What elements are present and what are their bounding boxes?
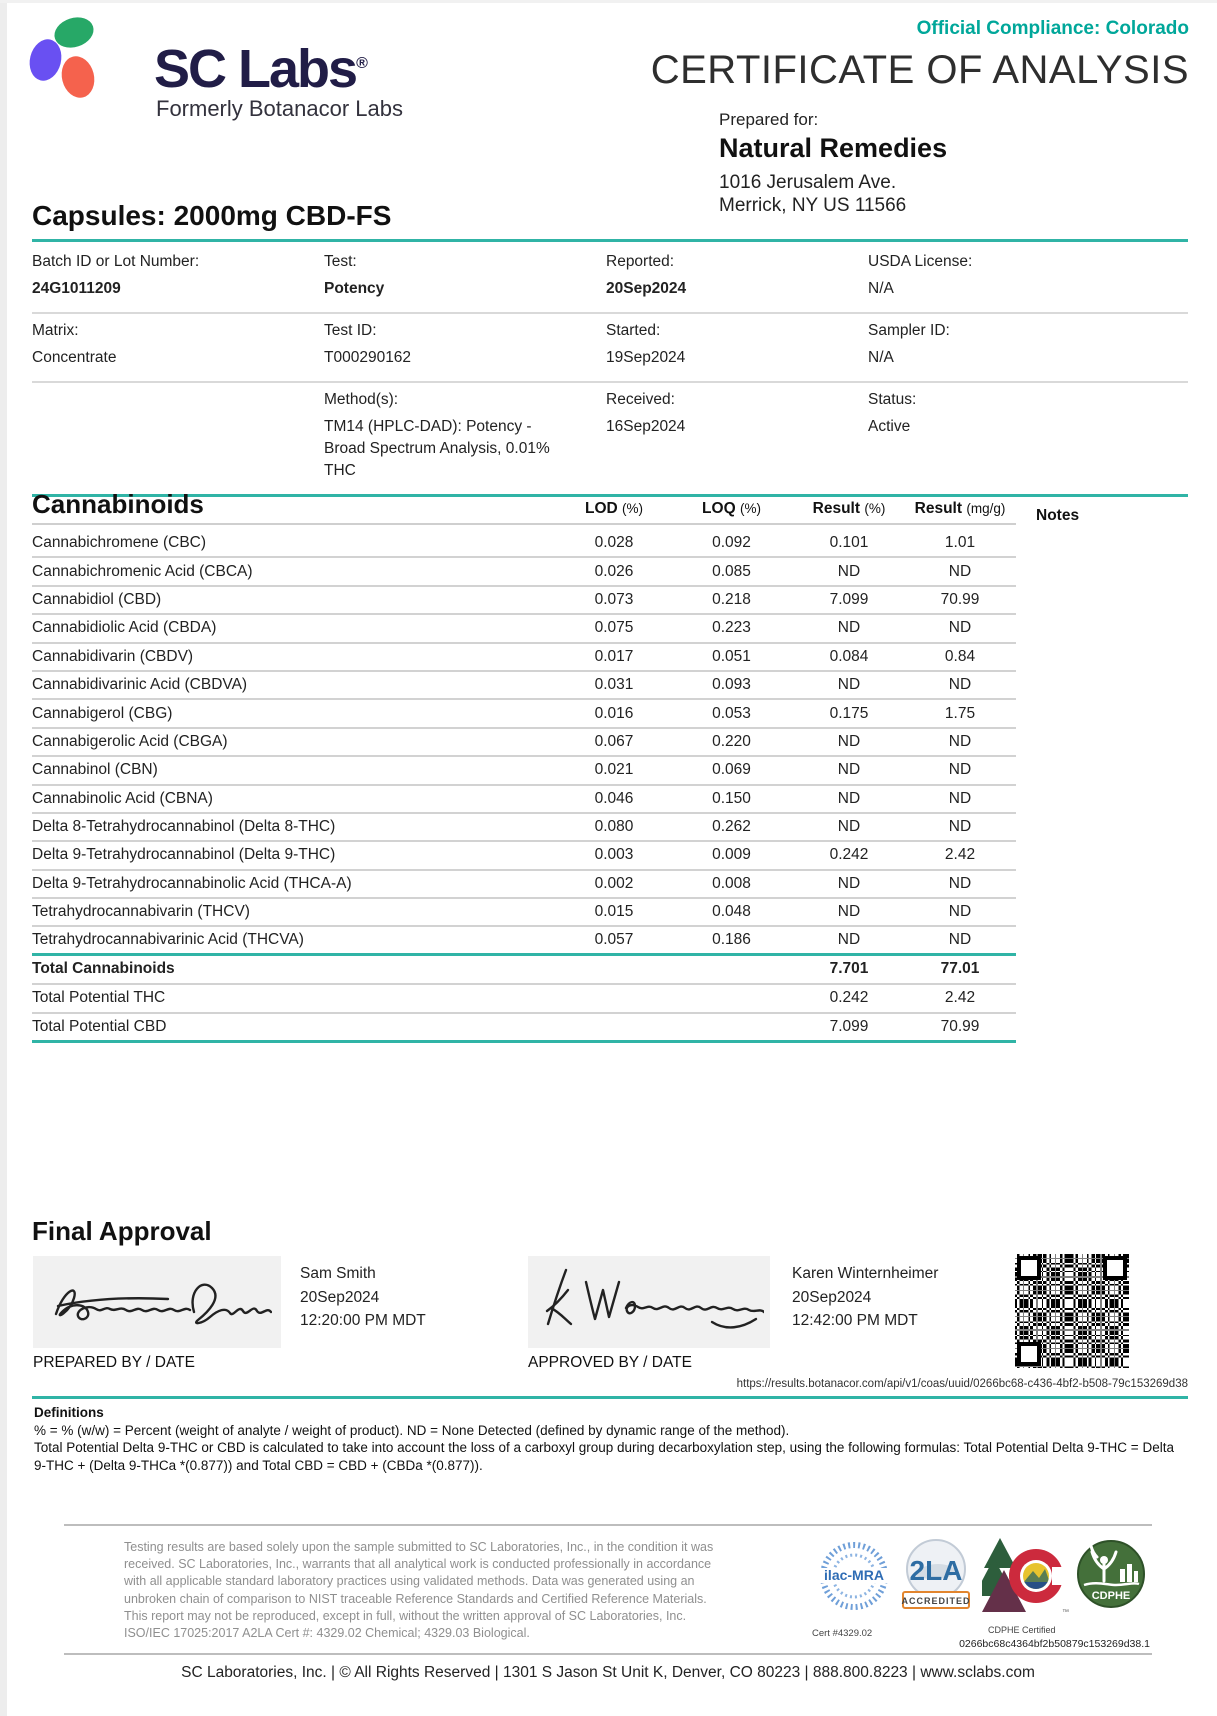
info-row-1 (32, 245, 1188, 314)
cell-lod: 0.016 (594, 704, 634, 722)
col-header-notes: Notes (1036, 507, 1080, 524)
info-received: Received: 16Sep2024 (606, 391, 686, 435)
qr-finder-icon (1017, 1256, 1041, 1280)
disclaimer-line: Testing results are based solely upon the sample submitted to SC Laboratories, Inc., in the condition it was (124, 1540, 714, 1554)
final-approval-heading: Final Approval (32, 1216, 212, 1246)
info-batch-id: Batch ID or Lot Number: 24G1011209 (32, 253, 200, 297)
total-cannabinoids-row: Total Cannabinoids 7.701 77.01 (32, 956, 1016, 985)
sample-title: Capsules: 2000mg CBD-FS (32, 200, 392, 231)
brand-name: SC Labs® (154, 39, 368, 99)
cell-result-mg: ND (948, 676, 972, 694)
cell-result-mg: ND (948, 874, 972, 892)
cell-result-pct: ND (837, 562, 861, 580)
client-name: Natural Remedies (719, 133, 948, 163)
cell-result-mg: 2.42 (944, 846, 976, 864)
cell-result-pct: ND (837, 818, 861, 836)
approver-date: 20Sep2024 (792, 1288, 872, 1306)
total-potential-thc-row: Total Potential THC 0.242 2.42 (32, 985, 1016, 1014)
cell-result-mg: 1.75 (944, 704, 976, 722)
report-hash: 0266bc68c4364bf2b50879c153269d38.1 (959, 1638, 1150, 1650)
cell-result-pct: 0.175 (829, 704, 869, 722)
cell-result-mg: ND (948, 789, 972, 807)
cell-lod: 0.057 (594, 931, 634, 949)
cell-loq: 0.092 (712, 534, 751, 552)
cell-result-pct: ND (837, 732, 861, 750)
approved-by-label: APPROVED BY / DATE (528, 1354, 692, 1371)
approver-info (792, 1262, 938, 1333)
cell-lod: 0.067 (594, 732, 634, 750)
cell-loq: 0.223 (712, 619, 751, 637)
svg-text:ACCREDITED: ACCREDITED (901, 1596, 971, 1606)
cell-result-pct: ND (837, 903, 861, 921)
info-reported: Reported: 20Sep2024 (606, 253, 687, 297)
cell-loq: 0.085 (712, 562, 751, 580)
cell-analyte-name: Cannabinol (CBN) (32, 761, 158, 779)
cdphe-badge-icon (1076, 1539, 1146, 1609)
table-row (32, 842, 1016, 870)
ilac-mra-badge-icon (818, 1540, 890, 1612)
table-row (32, 927, 1016, 955)
preparer-time: 12:20:00 PM MDT (300, 1312, 426, 1329)
svg-text:CDPHE: CDPHE (1091, 1590, 1131, 1602)
table-row (32, 615, 1016, 643)
cell-result-pct: 0.242 (829, 846, 869, 864)
definitions-section (34, 1404, 1186, 1474)
preparer-date: 20Sep2024 (300, 1288, 380, 1306)
svg-text:ilac-MRA: ilac-MRA (824, 1567, 884, 1583)
client-address-line2: Merrick, NY US 11566 (719, 195, 907, 216)
col-header-lod: LOD (%) (584, 500, 644, 517)
cell-lod: 0.002 (594, 874, 634, 892)
table-row (32, 530, 1016, 558)
table-row (32, 814, 1016, 842)
cell-lod: 0.046 (594, 789, 634, 807)
cannabinoid-rows (32, 530, 1016, 956)
cell-result-mg: 70.99 (940, 590, 980, 608)
cell-analyte-name: Cannabinolic Acid (CBNA) (32, 789, 213, 807)
cell-lod: 0.017 (594, 647, 634, 665)
cell-result-mg: ND (948, 903, 972, 921)
page-edge-left (0, 0, 7, 1716)
table-row (32, 757, 1016, 785)
client-address (719, 171, 947, 217)
cell-analyte-name: Cannabidiol (CBD) (32, 590, 162, 608)
approver-name: Karen Winternheimer (792, 1265, 939, 1282)
cannabinoids-table-header (32, 490, 1016, 525)
approver-signature (534, 1262, 764, 1342)
cell-loq: 0.218 (712, 590, 751, 608)
cell-loq: 0.009 (712, 846, 751, 864)
approved-signature-box (528, 1256, 770, 1348)
cell-lod: 0.075 (594, 619, 634, 637)
cell-result-pct: 0.101 (829, 534, 869, 552)
cell-lod: 0.080 (594, 818, 634, 836)
cell-result-pct: ND (837, 761, 861, 779)
definitions-heading: Definitions (34, 1405, 104, 1420)
cell-loq: 0.069 (712, 761, 751, 779)
preparer-name: Sam Smith (300, 1265, 376, 1282)
brand-logo (30, 16, 410, 121)
table-row (32, 729, 1016, 757)
disclaimer-line: received. SC Laboratories, Inc., warrants that all analytical work is conducted professionally in accordance (124, 1557, 712, 1572)
brand-tagline: Formerly Botanacor Labs (156, 96, 403, 121)
disclaimer-line: with all applicable standard laboratory practices using validated methods. Data was generated using an (124, 1574, 695, 1589)
cell-result-mg: ND (948, 818, 972, 836)
cell-result-pct: 7.099 (829, 590, 869, 608)
definitions-line1: % = % (w/w) = Percent (weight of analyte / weight of product). ND = None Detected (defined by dynamic range of the method). (34, 1422, 790, 1438)
table-row (32, 587, 1016, 615)
col-header-result-mg: Result (mg/g) (914, 500, 1006, 517)
cell-result-mg: ND (948, 931, 972, 949)
cell-analyte-name: Cannabidivarin (CBDV) (32, 647, 194, 665)
cell-result-pct: ND (837, 931, 861, 949)
preparer-signature (42, 1262, 272, 1342)
approver-time: 12:42:00 PM MDT (792, 1312, 918, 1329)
cell-lod: 0.021 (594, 761, 634, 779)
cell-lod: 0.026 (594, 562, 634, 580)
cell-result-pct: ND (837, 874, 861, 892)
definitions-line2: Total Potential Delta 9-THC or CBD is calculated to take into account the loss of a carboxyl group during decarboxylation step, using the following formulas: Total Potential Delta 9-THC = Delta 9-THC + (Delta 9-THCa *(0.877)) and Total CBD = CBD + (CBDa *(0.877)). (34, 1440, 1174, 1473)
page-title: CERTIFICATE OF ANALYSIS (650, 48, 1189, 92)
cell-result-mg: ND (948, 562, 972, 580)
info-test-id: Test ID: T000290162 (324, 322, 412, 366)
cell-analyte-name: Cannabigerolic Acid (CBGA) (32, 732, 228, 750)
disclaimer-line: unbroken chain of comparison to NIST traceable Reference Standards and Certified Reference Materials. (124, 1591, 707, 1606)
svg-text:2LA: 2LA (909, 1555, 963, 1586)
info-sampler-id: Sampler ID: N/A (868, 322, 950, 366)
cell-result-mg: ND (948, 619, 972, 637)
cell-loq: 0.093 (712, 676, 751, 694)
logo-oval-coral (57, 53, 98, 101)
info-row-2 (32, 314, 1188, 383)
preparer-info (300, 1262, 426, 1333)
info-methods: Method(s): TM14 (HPLC-DAD): Potency - Broad Spectrum Analysis, 0.01% THC (324, 391, 550, 479)
cell-analyte-name: Delta 8-Tetrahydrocannabinol (Delta 8-THC) (32, 818, 336, 836)
table-row (32, 558, 1016, 586)
cell-lod: 0.003 (594, 846, 634, 864)
prepared-for-block (719, 110, 947, 217)
info-usda-license: USDA License: N/A (868, 253, 973, 297)
divider-teal-top (32, 239, 1188, 242)
disclaimer-line: ISO/IEC 17025:2017 A2LA Cert #: 4329.02 Chemical; 4329.03 Biological. (124, 1626, 530, 1641)
registered-mark: ® (356, 55, 368, 72)
sclabs-logo-icon (30, 18, 126, 102)
sample-info-grid (32, 245, 1188, 497)
cell-loq: 0.008 (712, 874, 751, 892)
cert-number: Cert #4329.02 (812, 1628, 873, 1639)
cell-analyte-name: Tetrahydrocannabivarinic Acid (THCVA) (32, 931, 304, 949)
report-header (629, 18, 1189, 93)
table-row (32, 786, 1016, 814)
cell-loq: 0.186 (712, 931, 751, 949)
cell-analyte-name: Cannabidiolic Acid (CBDA) (32, 619, 217, 637)
info-status: Status: Active (868, 391, 917, 435)
cell-result-pct: 0.084 (829, 647, 869, 665)
cell-lod: 0.028 (594, 534, 634, 552)
cell-result-mg: ND (948, 732, 972, 750)
cell-loq: 0.220 (712, 732, 751, 750)
qr-code (1015, 1254, 1129, 1368)
cell-loq: 0.150 (712, 789, 751, 807)
info-started: Started: 19Sep2024 (606, 322, 686, 366)
info-test: Test: Potency (324, 253, 385, 297)
divider-teal-bottom (32, 1396, 1188, 1399)
disclaimer-line: This report may not be reproduced, except in full, without the written approval of SC Laboratories, Inc. (124, 1608, 687, 1623)
table-row (32, 672, 1016, 700)
cell-result-pct: ND (837, 676, 861, 694)
total-potential-cbd-row: Total Potential CBD 7.099 70.99 (32, 1014, 1016, 1043)
cell-analyte-name: Cannabichromene (CBC) (32, 534, 207, 552)
table-row (32, 700, 1016, 728)
table-row (32, 644, 1016, 672)
cell-analyte-name: Cannabidivarinic Acid (CBDVA) (32, 676, 248, 694)
cell-loq: 0.051 (712, 647, 751, 665)
qr-finder-icon (1103, 1256, 1127, 1280)
cell-lod: 0.015 (594, 903, 634, 921)
disclaimer-text (124, 1539, 814, 1642)
cell-result-mg: 0.84 (944, 647, 976, 665)
svg-text:™: ™ (1062, 1609, 1069, 1616)
cell-analyte-name: Tetrahydrocannabivarin (THCV) (32, 903, 250, 921)
col-header-loq: LOQ (%) (702, 500, 761, 517)
cell-result-mg: 1.01 (944, 534, 976, 552)
prepared-signature-box (33, 1256, 281, 1348)
disclaimer-section (64, 1524, 1152, 1655)
cell-loq: 0.262 (712, 818, 751, 836)
info-matrix: Matrix: Concentrate (32, 322, 117, 366)
info-empty (32, 391, 324, 482)
cannabinoids-heading: Cannabinoids (32, 489, 204, 519)
cell-analyte-name: Delta 9-Tetrahydrocannabinolic Acid (THCA-A) (32, 874, 352, 892)
page-edge-top (0, 0, 1217, 3)
cdphe-certified-label: CDPHE Certified (988, 1625, 1056, 1635)
colorado-badge-icon (982, 1534, 1070, 1616)
prepared-for-label: Prepared for: (719, 110, 819, 129)
cell-analyte-name: Delta 9-Tetrahydrocannabinol (Delta 9-THC) (32, 846, 336, 864)
table-row (32, 871, 1016, 899)
cell-loq: 0.053 (712, 704, 751, 722)
footer-contact-line: SC Laboratories, Inc. | © All Rights Reserved | 1301 S Jason St Unit K, Denver, CO 80223 | 888.800.8223 | www.sclabs.com (181, 1664, 1035, 1681)
col-header-result-pct: Result (%) (812, 500, 886, 517)
cell-result-pct: ND (837, 789, 861, 807)
cell-analyte-name: Cannabichromenic Acid (CBCA) (32, 562, 253, 580)
cannabinoids-table-body (32, 530, 1016, 1043)
info-row-3 (32, 383, 1188, 497)
qr-finder-icon (1017, 1342, 1041, 1366)
prepared-by-label: PREPARED BY / DATE (33, 1354, 195, 1371)
cell-result-pct: ND (837, 619, 861, 637)
cell-loq: 0.048 (712, 903, 751, 921)
cell-lod: 0.031 (594, 676, 634, 694)
compliance-banner: Official Compliance: Colorado (916, 18, 1189, 39)
a2la-accredited-badge-icon (894, 1536, 978, 1616)
cell-analyte-name: Cannabigerol (CBG) (32, 704, 173, 722)
cell-result-mg: ND (948, 761, 972, 779)
table-row (32, 899, 1016, 927)
cell-lod: 0.073 (594, 590, 634, 608)
coa-url-link[interactable]: https://results.botanacor.com/api/v1/coas/uuid/0266bc68-c436-4bf2-b508-79c153269d38 (736, 1378, 1188, 1390)
client-address-line1: 1016 Jerusalem Ave. (719, 172, 897, 193)
